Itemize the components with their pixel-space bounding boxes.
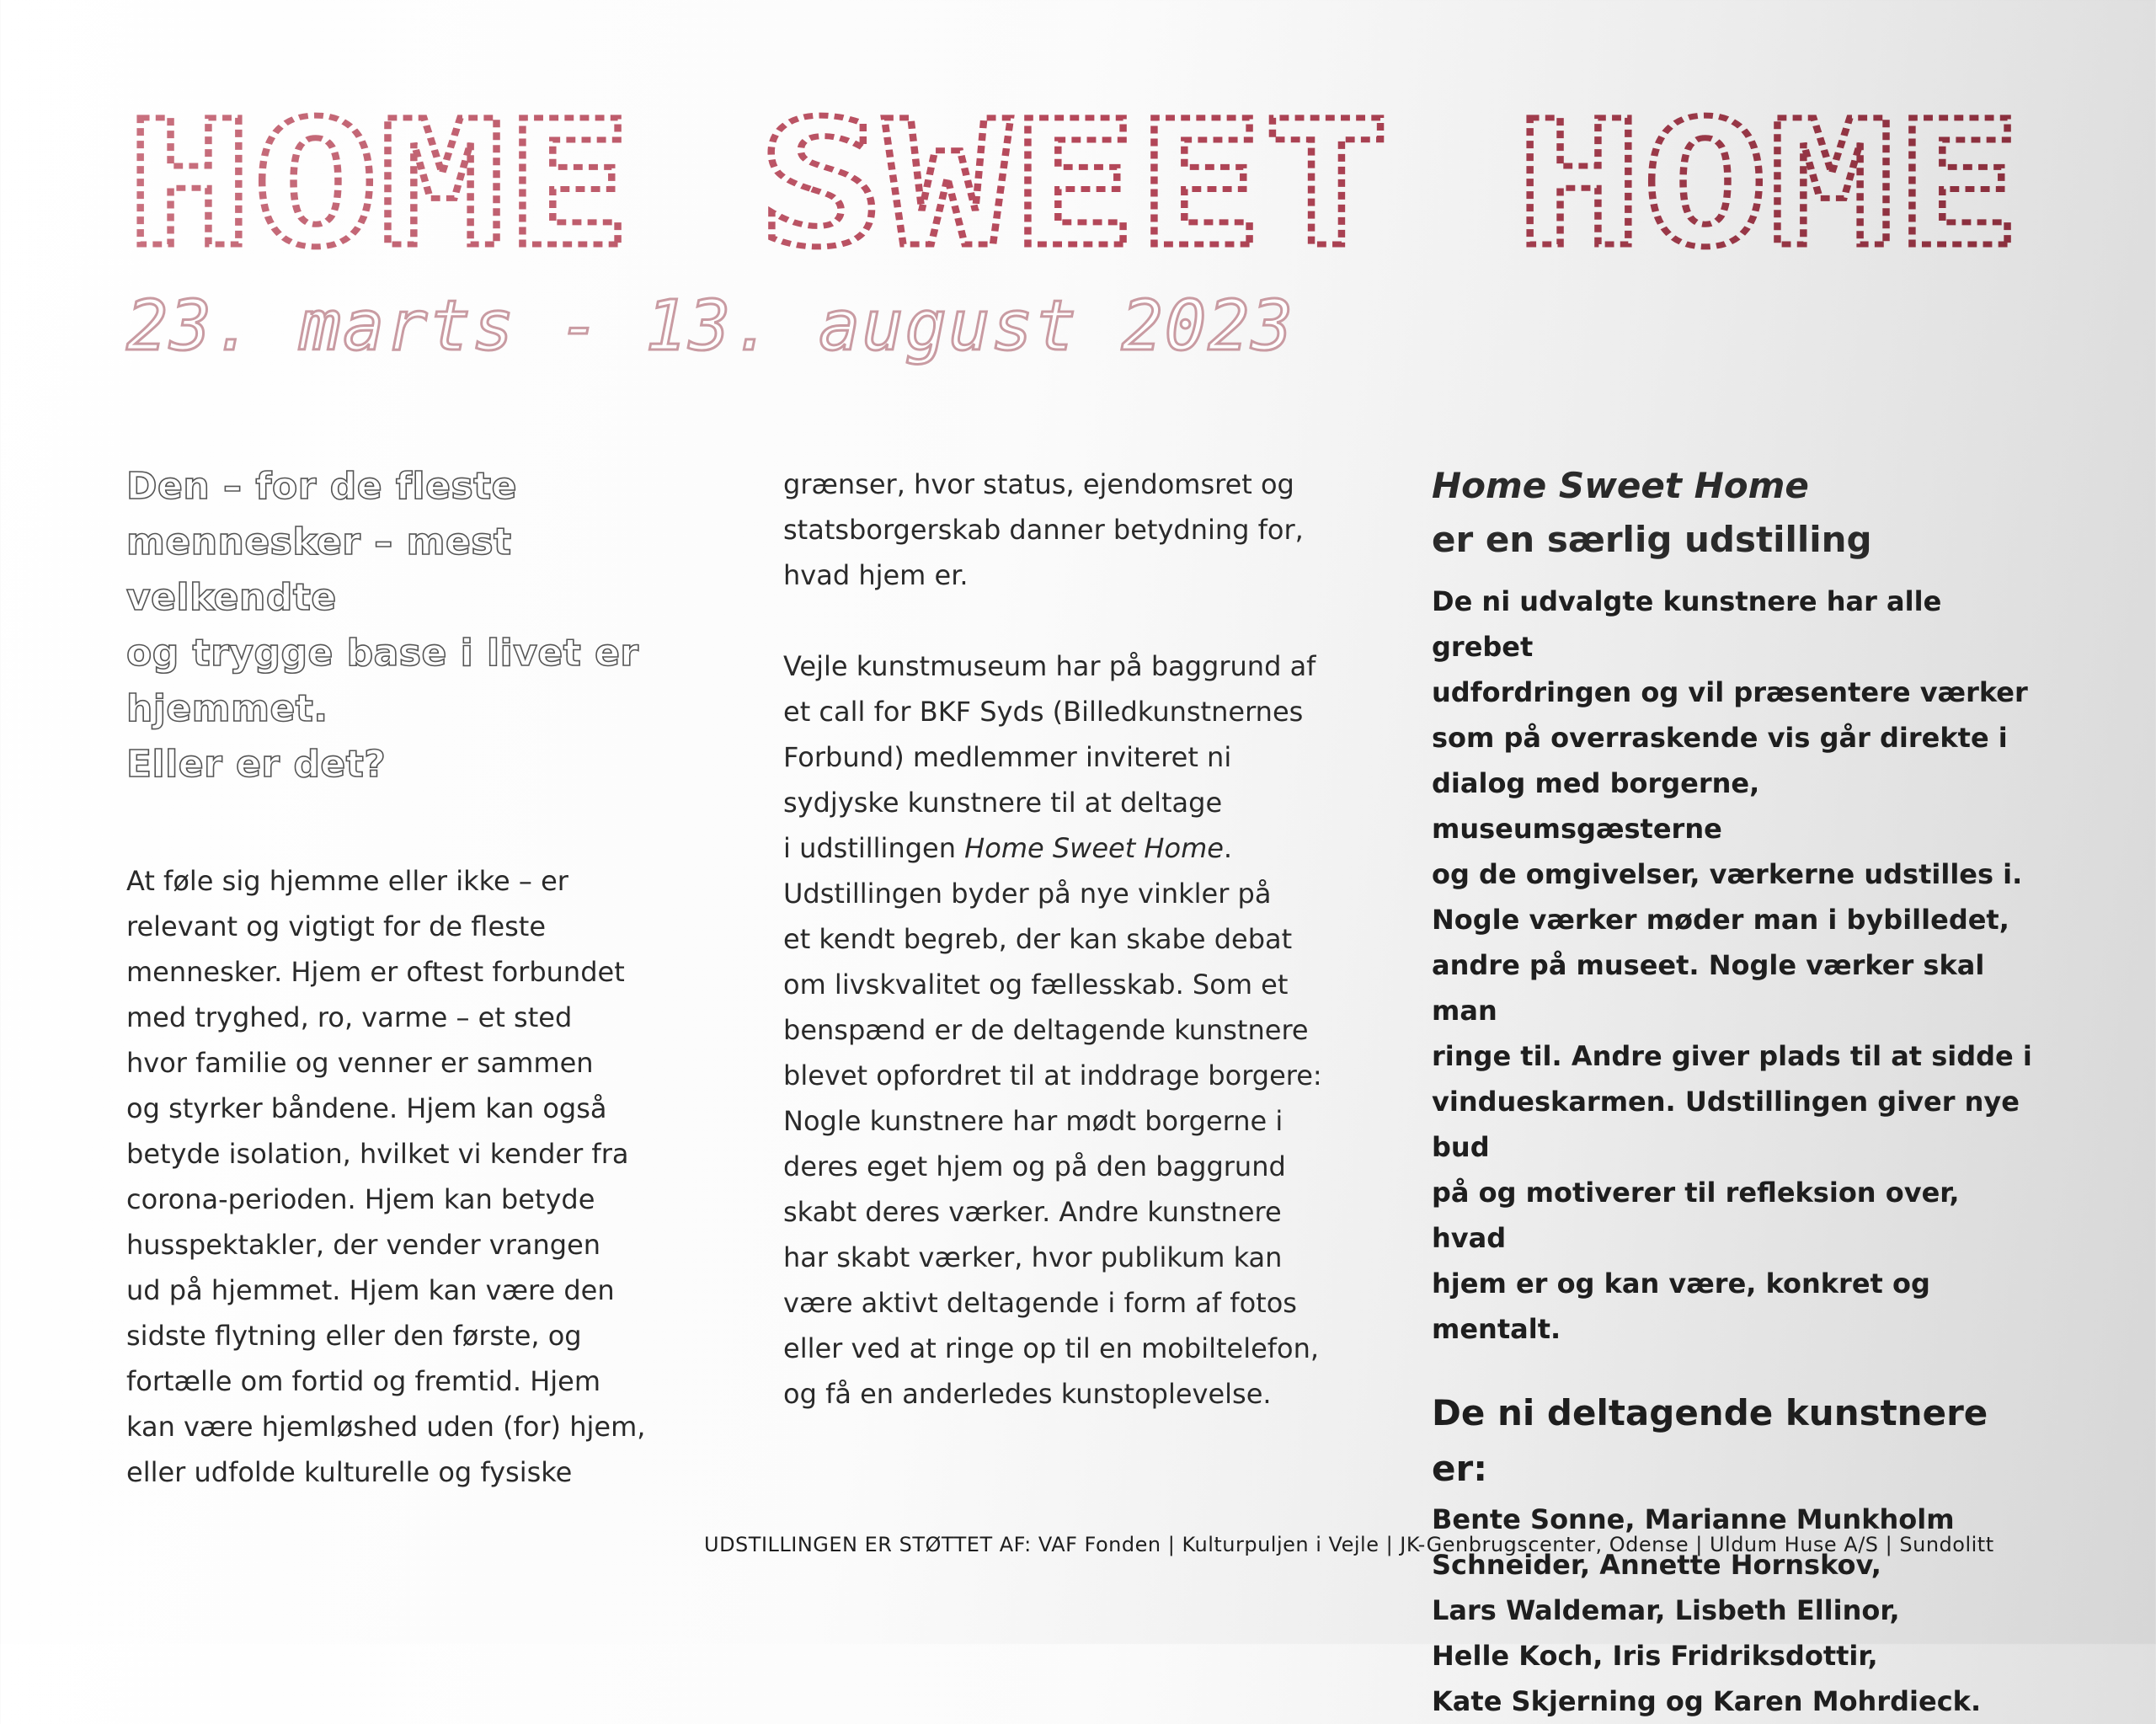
para2-before: Vejle kunstmuseum har på baggrund af et call for BKF Syds (Billedkunstnernes Forbund) medlemmer inviteret ni sydjyske kunstnere til at deltage i udstillingen [783, 650, 1316, 864]
exhibition-name-italic: Home Sweet Home [964, 832, 1224, 864]
artists-heading: De ni deltagende kunstnere er: [1432, 1392, 1988, 1489]
exhibition-title-text: HOME SWEET HOME [126, 111, 2021, 271]
column-intro [126, 459, 707, 1495]
lead-line-3: og trygge base i livet er [126, 632, 639, 675]
special-exhibition-heading: er en særlig udstilling [1432, 519, 1872, 560]
lead-line-1: Den – for de fleste [126, 465, 518, 508]
middle-paragraph-2 [783, 643, 1364, 1417]
intro-body: At føle sig hjemme eller ikke – er relevant og vigtigt for de fleste mennesker. Hjem er oftest forbundet med tryghed, ro, varme – et sted hvor familie og venner er sammen og styrker båndene. Hjem kan også betyde isolation, hvilket vi kender fra corona-perioden. Hjem kan betyde husspektakler, der vender vrangen ud på hjemmet. Hjem kan være den sidste flytning eller den første, og fortælle om fortid og fremtid. Hjem kan være hjemløshed uden (for) hjem, eller udfolde kulturelle og fysiske [126, 865, 646, 1488]
lead-text [126, 459, 707, 793]
special-exhibition-body: De ni udvalgte kunstnere har alle grebet udfordringen og vil præsentere værker som på overraskende vis går direkte i dialog med borgerne, museumsgæsterne og de omgivelser, værkerne udstilles i. Nogle værker møder man i bybilledet, andre på museet. Nogle værker skal man ringe til. Andre giver plads til at sidde i vindueskarmen. Udstillingen giver nye bud på og motiverer til refleksion over, hvad hjem er og kan være, konkret og mentalt. [1432, 585, 2032, 1345]
lead-line-5: Eller er det? [126, 743, 387, 786]
exhibition-title [126, 111, 2021, 271]
exhibition-dates: 23. marts - 13. august 2023 [126, 286, 1294, 366]
middle-paragraph-1: grænser, hvor status, ejendomsret og statsborgerskab danner betydning for, hvad hjem er. [783, 468, 1304, 591]
para2-after: . Udstillingen byder på nye vinkler på et kendt begreb, der kan skabe debat om livskvalitet og fællesskab. Som et benspænd er de deltagende kunstnere blevet opfordret til at inddrage borgere: Nogle kunstnere har mødt borgerne i deres eget hjem og på den baggrund skabt deres værker. Andre kunstnere har skabt værker, hvor publikum kan være aktivt deltagende i form af fotos eller ved at ringe op til en mobiltelefon, og få en anderledes kunstoplevelse. [783, 832, 1322, 1410]
column-middle [783, 462, 1364, 1417]
paragraph-gap [783, 598, 1364, 643]
lead-line-4: hjemmet. [126, 687, 328, 730]
sponsors-footer: UDSTILLINGEN ER STØTTET AF: VAF Fonden | Kulturpuljen i Vejle | JK-Genbrugscenter, Odense | Uldum Huse A/S | Sundolitt [704, 1533, 1994, 1556]
special-exhibition-heading-italic: Home Sweet Home [1432, 465, 1809, 506]
artists-list: Bente Sonne, Marianne Munkholm Schneider, Annette Hornskov, Lars Waldemar, Lisbeth Ellinor, Helle Koch, Iris Fridriksdottir, Kate Skjerning og Karen Mohrdieck. [1432, 1503, 1982, 1717]
lead-line-2: mennesker – mest velkendte [126, 520, 512, 619]
